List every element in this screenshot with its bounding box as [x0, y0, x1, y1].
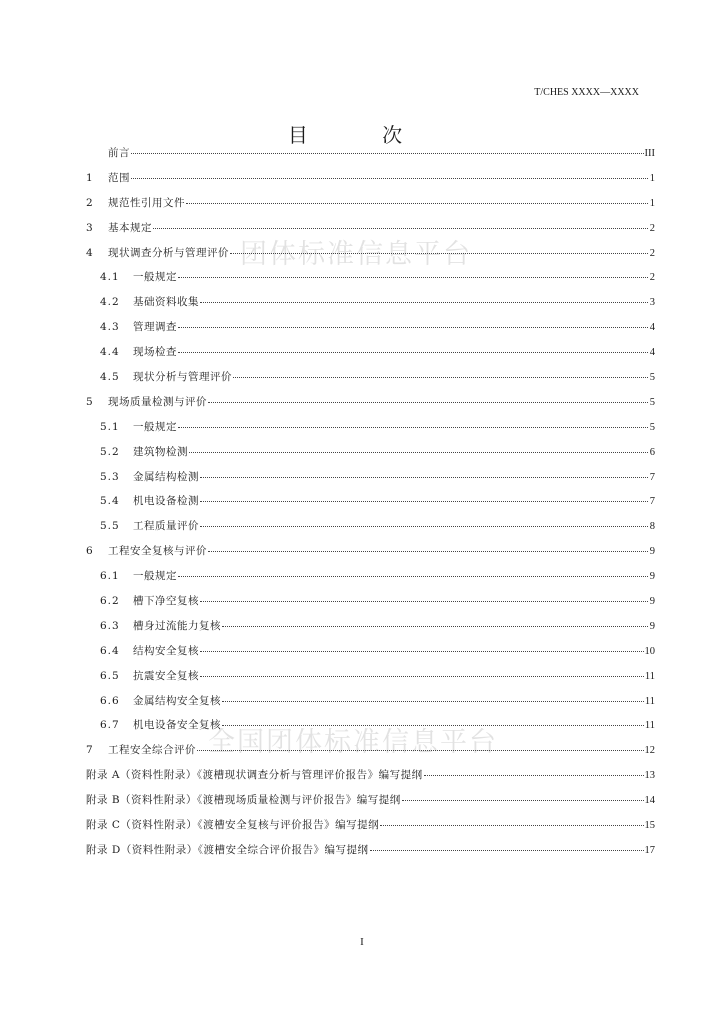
toc-leader-dots [200, 600, 648, 602]
toc-entry-number: 7 [86, 744, 93, 757]
toc-leader-dots [424, 774, 644, 776]
toc-entry-number: 4.2 [100, 296, 120, 309]
toc-entry-label: 槽下净空复核 [133, 595, 199, 608]
toc-entry-page: 1 [649, 172, 655, 184]
toc-leader-dots [131, 152, 644, 154]
toc-entry[interactable] [86, 539, 655, 564]
toc-leader-dots [178, 575, 648, 577]
toc-entry-label: 基本规定 [108, 221, 152, 234]
toc-entry[interactable] [86, 191, 655, 216]
toc-leader-dots [208, 550, 648, 552]
toc-entry[interactable] [86, 216, 655, 241]
toc-leader-dots [131, 177, 648, 179]
toc-leader-dots [178, 276, 648, 278]
toc-entry-label: 一般规定 [133, 271, 177, 284]
toc-entry-number: 4.4 [100, 346, 120, 359]
toc-entry-label: 现状调查分析与管理评价 [108, 246, 229, 259]
table-of-contents [86, 141, 655, 863]
toc-entry-number: 6.2 [100, 595, 120, 608]
toc-entry-number: 5.3 [100, 470, 120, 483]
toc-entry-page: 14 [644, 795, 655, 807]
toc-entry-page: III [644, 148, 655, 159]
toc-entry-label: 工程质量评价 [133, 520, 199, 533]
toc-entry-page: 7 [649, 471, 655, 483]
toc-entry-label: 基础资料收集 [133, 296, 199, 309]
toc-entry[interactable] [86, 465, 655, 490]
toc-leader-dots [208, 401, 648, 403]
toc-entry-label: 附录 C（资料性附录）《渡槽安全复核与评价报告》编写提纲 [86, 819, 380, 832]
toc-entry-label: 金属结构检测 [133, 470, 199, 483]
toc-leader-dots [233, 376, 648, 378]
toc-entry-label: 附录 B（资料性附录）《渡槽现场质量检测与评价报告》编写提纲 [86, 794, 401, 807]
toc-entry[interactable] [86, 589, 655, 614]
toc-entry-page: 17 [644, 844, 655, 856]
toc-entry-label: 现场检查 [133, 346, 177, 359]
toc-entry[interactable] [86, 241, 655, 266]
toc-leader-dots [200, 500, 648, 502]
toc-entry-page: 9 [649, 546, 655, 558]
toc-entry-page: 4 [649, 322, 655, 334]
toc-entry-label: 一般规定 [133, 570, 177, 583]
toc-entry[interactable] [86, 614, 655, 639]
toc-entry[interactable] [86, 689, 655, 714]
toc-leader-dots [200, 301, 648, 303]
toc-leader-dots [200, 675, 644, 677]
toc-entry[interactable] [86, 390, 655, 415]
toc-entry-label: 建筑物检测 [133, 445, 188, 458]
toc-entry-page: 11 [644, 695, 655, 707]
toc-entry-label: 抗震安全复核 [133, 669, 199, 682]
watermark-text: 全国团体标准信息平台 [208, 727, 498, 758]
toc-entry[interactable] [86, 763, 655, 788]
toc-leader-dots [178, 326, 648, 328]
toc-entry-label: 一般规定 [133, 420, 177, 433]
toc-entry[interactable] [86, 365, 655, 390]
toc-entry-page: 5 [649, 396, 655, 408]
toc-leader-dots [222, 625, 648, 627]
toc-entry-number: 6.5 [100, 669, 120, 682]
toc-entry-label: 结构安全复核 [133, 644, 199, 657]
toc-leader-dots [370, 849, 644, 851]
toc-entry-number: 5.2 [100, 445, 120, 458]
toc-entry-number: 1 [86, 171, 93, 184]
toc-leader-dots [230, 252, 648, 254]
toc-entry-page: 7 [649, 496, 655, 508]
toc-entry-label: 附录 A（资料性附录）《渡槽现状调查分析与管理评价报告》编写提纲 [86, 769, 423, 782]
toc-entry-page: 2 [649, 247, 655, 259]
toc-entry-number: 6.1 [100, 570, 120, 583]
toc-entry[interactable] [86, 265, 655, 290]
toc-entry-number: 4.1 [100, 271, 120, 284]
toc-entry-label: 规范性引用文件 [108, 196, 185, 209]
toc-entry-page: 9 [649, 620, 655, 632]
toc-entry-number: 4.5 [100, 371, 120, 384]
toc-entry-number: 2 [86, 196, 93, 209]
toc-entry-page: 3 [649, 297, 655, 309]
toc-leader-dots [178, 351, 648, 353]
toc-entry-page: 2 [649, 222, 655, 234]
toc-leader-dots [222, 700, 644, 702]
toc-leader-dots [186, 202, 648, 204]
toc-entry-page: 4 [649, 347, 655, 359]
toc-entry-page: 13 [644, 770, 655, 782]
toc-entry-page: 11 [644, 670, 655, 682]
toc-entry[interactable] [86, 415, 655, 440]
toc-entry-page: 6 [649, 446, 655, 458]
page-number: I [360, 936, 364, 948]
toc-leader-dots [222, 724, 644, 726]
toc-entry-label: 工程安全复核与评价 [108, 545, 207, 558]
toc-leader-dots [153, 227, 648, 229]
toc-entry-label: 管理调查 [133, 321, 177, 334]
toc-entry-number: 5.4 [100, 495, 120, 508]
toc-entry-label: 现场质量检测与评价 [108, 395, 207, 408]
toc-entry-page: 10 [644, 645, 655, 657]
page-title: 目 次 [287, 123, 437, 148]
toc-entry-page: 12 [644, 745, 655, 757]
toc-entry-label: 机电设备安全复核 [133, 719, 221, 732]
toc-entry[interactable] [86, 440, 655, 465]
toc-leader-dots [200, 525, 648, 527]
toc-entry-number: 6.4 [100, 644, 120, 657]
toc-entry-label: 附录 D（资料性附录）《渡槽安全综合评价报告》编写提纲 [86, 843, 369, 856]
toc-entry-page: 15 [644, 820, 655, 832]
toc-entry-number: 6.3 [100, 619, 120, 632]
toc-entry-number: 6.6 [100, 694, 120, 707]
toc-entry[interactable] [86, 290, 655, 315]
toc-entry-label: 前言 [108, 147, 130, 159]
toc-entry[interactable] [86, 813, 655, 838]
toc-entry[interactable] [86, 166, 655, 191]
toc-entry-number: 5 [86, 395, 93, 408]
toc-entry[interactable] [86, 489, 655, 514]
toc-entry[interactable] [86, 788, 655, 813]
document-code: T/CHES XXXX—XXXX [534, 87, 639, 98]
toc-entry-number: 5.5 [100, 520, 120, 533]
toc-entry[interactable] [86, 564, 655, 589]
toc-entry[interactable] [86, 340, 655, 365]
toc-entry[interactable] [86, 514, 655, 539]
toc-entry-page: 8 [649, 521, 655, 533]
toc-entry-label: 机电设备检测 [133, 495, 199, 508]
toc-entry[interactable] [86, 738, 655, 763]
toc-leader-dots [189, 451, 648, 453]
toc-entry-number: 5.1 [100, 420, 120, 433]
toc-entry[interactable] [86, 713, 655, 738]
toc-entry-label: 范围 [108, 171, 130, 184]
toc-entry[interactable] [86, 664, 655, 689]
toc-entry-number: 6 [86, 545, 93, 558]
toc-entry-label: 金属结构安全复核 [133, 694, 221, 707]
toc-entry-label: 槽身过流能力复核 [133, 619, 221, 632]
toc-entry[interactable] [86, 315, 655, 340]
toc-entry[interactable] [86, 141, 655, 166]
toc-leader-dots [200, 650, 644, 652]
toc-entry-page: 5 [649, 421, 655, 433]
toc-entry-number: 6.7 [100, 719, 120, 732]
toc-entry-page: 11 [644, 720, 655, 732]
toc-entry[interactable] [86, 838, 655, 863]
toc-entry-label: 现状分析与管理评价 [133, 371, 232, 384]
toc-entry-page: 2 [649, 272, 655, 284]
toc-entry-number: 3 [86, 221, 93, 234]
toc-entry-label: 工程安全综合评价 [108, 744, 196, 757]
toc-entry-page: 5 [649, 372, 655, 384]
toc-leader-dots [178, 426, 648, 428]
toc-entry-number: 4 [86, 246, 93, 259]
toc-leader-dots [380, 824, 643, 826]
toc-leader-dots [197, 749, 644, 751]
toc-entry-page: 9 [649, 596, 655, 608]
toc-entry-page: 9 [649, 571, 655, 583]
watermark-text: 团体标准信息平台 [240, 239, 472, 270]
toc-entry[interactable] [86, 639, 655, 664]
toc-leader-dots [200, 476, 648, 478]
toc-entry-page: 1 [649, 197, 655, 209]
toc-entry-number: 4.3 [100, 321, 120, 334]
toc-leader-dots [402, 799, 644, 801]
